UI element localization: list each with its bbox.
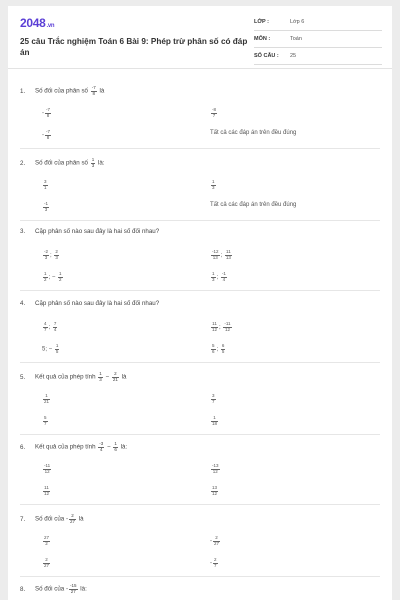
fraction xyxy=(43,416,48,426)
denominator: 2 xyxy=(59,276,62,282)
answer-option-4[interactable] xyxy=(210,202,296,208)
denominator: 3 xyxy=(55,254,58,260)
numerator: -1 xyxy=(44,201,49,206)
question-divider xyxy=(20,576,380,577)
numerator: -2 xyxy=(44,249,49,254)
fraction xyxy=(43,536,50,546)
denominator: 7 xyxy=(214,562,217,568)
denominator: 2 xyxy=(44,276,47,282)
minus-sign: - xyxy=(65,515,69,523)
answer-option-3[interactable] xyxy=(42,344,60,354)
numerator: -8 xyxy=(212,107,217,112)
numerator: -15 xyxy=(70,583,77,588)
answer-option-4[interactable] xyxy=(210,416,219,426)
fraction xyxy=(43,202,49,212)
numerator: -7 xyxy=(91,85,96,90)
fraction xyxy=(221,344,226,354)
fraction xyxy=(58,272,63,282)
denominator: 7 xyxy=(212,112,216,118)
denominator: 12 xyxy=(44,468,50,474)
fraction xyxy=(53,322,58,332)
fraction xyxy=(211,464,220,474)
fraction xyxy=(43,250,49,260)
denominator: 5 xyxy=(221,348,225,354)
question-number: 1. xyxy=(20,87,26,95)
question-prompt: Số đối của xyxy=(35,515,66,523)
numerator: -1 xyxy=(221,271,226,276)
separator: ; xyxy=(216,346,220,353)
answer-option-1[interactable] xyxy=(42,536,51,546)
fraction xyxy=(211,108,217,118)
question-divider xyxy=(20,220,380,221)
answer-option-1[interactable] xyxy=(42,108,52,118)
denominator: 7 xyxy=(44,420,47,426)
fraction xyxy=(43,464,51,474)
numerator: 2 xyxy=(55,249,58,254)
numerator: 4 xyxy=(44,321,47,326)
minus-sign: − xyxy=(103,373,111,381)
fraction xyxy=(213,536,220,546)
question-number: 5. xyxy=(20,373,26,381)
separator: ; xyxy=(50,252,54,259)
denominator: 8 xyxy=(46,112,50,118)
answer-option-4[interactable] xyxy=(210,130,296,136)
answer-option-4[interactable] xyxy=(210,272,228,282)
denominator: 21 xyxy=(112,376,118,382)
numerator: 1 xyxy=(99,371,102,376)
question-divider xyxy=(20,290,380,291)
answer-option-3[interactable] xyxy=(42,272,64,282)
numerator: 1 xyxy=(44,271,47,276)
minus-sign: − xyxy=(105,443,113,451)
fraction xyxy=(43,180,48,190)
page-header xyxy=(8,6,392,69)
fraction xyxy=(211,394,216,404)
question-prompt: Cặp phân số nào sau đây là hai số đối nhau? xyxy=(35,228,160,235)
answer-option-2[interactable] xyxy=(210,108,218,118)
separator: ; xyxy=(220,252,224,259)
denominator: 4 xyxy=(100,446,103,452)
minus-sign: - xyxy=(65,585,69,593)
question-number: 2. xyxy=(20,159,26,167)
answer-option-2[interactable] xyxy=(210,322,233,332)
numerator: 3 xyxy=(212,393,215,398)
denominator: 27 xyxy=(70,588,76,594)
answer-option-2[interactable] xyxy=(210,394,217,404)
question-suffix: là xyxy=(77,515,84,523)
answer-option-3[interactable] xyxy=(42,558,51,568)
minus-sign: - xyxy=(42,110,44,117)
numerator: 13 xyxy=(212,485,218,490)
minus-sign: - xyxy=(210,538,212,545)
page-title: 25 câu Trắc nghiệm Toán 6 Bài 9: Phép trừ phân số có đáp án xyxy=(20,37,248,57)
question-suffix: là: xyxy=(96,159,105,167)
denominator: 3 xyxy=(99,376,102,382)
question-divider xyxy=(20,504,380,505)
question-text xyxy=(20,442,127,452)
denominator: 2 xyxy=(45,540,48,546)
numerator: 11 xyxy=(212,321,217,326)
answer-option-4[interactable] xyxy=(210,558,219,568)
question-text xyxy=(20,372,126,382)
fraction xyxy=(55,344,60,354)
meta-subject: MÔN : Toán xyxy=(254,31,382,48)
denominator: 7 xyxy=(44,326,47,332)
option-lead: 5; xyxy=(42,346,49,353)
numerator: 2 xyxy=(43,558,50,564)
question-text xyxy=(20,228,159,235)
fraction xyxy=(112,372,119,382)
fraction xyxy=(91,86,97,96)
fraction xyxy=(43,272,48,282)
denominator: 13 xyxy=(225,254,231,260)
meta-question-count: SỐ CÂU : 25 xyxy=(254,48,382,65)
fraction xyxy=(213,558,218,568)
numerator: 1 xyxy=(59,271,62,276)
question-text xyxy=(20,86,104,96)
question-number: 8. xyxy=(20,585,26,593)
fraction xyxy=(45,108,51,118)
meta-info xyxy=(254,14,382,65)
question-suffix: là: xyxy=(118,443,128,451)
denominator: 5 xyxy=(55,348,59,354)
denominator: 12 xyxy=(224,326,230,332)
meta-grade: LỚP : Lớp 6 xyxy=(254,14,382,31)
denominator: 7 xyxy=(212,398,215,404)
question-prompt: Kết quả của phép tính xyxy=(35,373,98,381)
fraction xyxy=(211,180,216,190)
question-number: 6. xyxy=(20,443,26,451)
numerator: 6 xyxy=(221,343,225,348)
fraction xyxy=(98,372,103,382)
fraction xyxy=(211,416,218,426)
answer-option-1[interactable] xyxy=(42,464,52,474)
question-number: 7. xyxy=(20,515,26,523)
question-prompt: Số đối của xyxy=(35,585,66,593)
numerator: 11 xyxy=(44,485,49,490)
answer-option-3[interactable] xyxy=(42,416,49,426)
numerator: 1 xyxy=(212,271,215,276)
question-prompt: Kết quả của phép tính xyxy=(35,443,98,451)
denominator: 6 xyxy=(114,446,117,452)
fraction xyxy=(211,344,216,354)
denominator: 3 xyxy=(44,206,48,212)
fraction xyxy=(43,322,48,332)
fraction xyxy=(43,394,50,404)
denominator: 12 xyxy=(212,490,218,496)
numerator: -7 xyxy=(46,129,51,134)
answer-option-1[interactable] xyxy=(42,250,60,260)
minus-sign: - xyxy=(210,560,212,567)
numerator: 3 xyxy=(44,179,47,184)
fraction xyxy=(223,322,231,332)
denominator: 12 xyxy=(212,468,218,474)
answer-option-3[interactable] xyxy=(42,130,52,140)
fraction xyxy=(98,442,104,452)
denominator: 3 xyxy=(212,184,215,190)
answer-option-3[interactable] xyxy=(42,486,51,496)
question-suffix: là xyxy=(119,373,127,381)
denominator: 3 xyxy=(212,276,215,282)
question-divider xyxy=(20,362,380,363)
fraction xyxy=(54,250,59,260)
denominator: 3 xyxy=(44,254,48,260)
numerator: -12 xyxy=(212,249,219,254)
denominator: 8 xyxy=(92,90,95,96)
numerator: 27 xyxy=(44,535,50,540)
separator: ; xyxy=(216,274,220,281)
answer-option-4[interactable] xyxy=(210,486,219,496)
worksheet-page xyxy=(8,6,392,600)
answer-option-4[interactable] xyxy=(210,344,226,354)
denominator: 27 xyxy=(70,518,76,524)
denominator: 8 xyxy=(46,134,50,140)
numerator: 7 xyxy=(53,321,57,326)
option-text: Tất cả các đáp án trên đều đúng xyxy=(210,130,297,136)
answer-option-2[interactable] xyxy=(210,250,233,260)
denominator: 1 xyxy=(44,184,47,190)
fraction xyxy=(211,322,218,332)
question-number: 3. xyxy=(20,228,26,235)
denominator: 3 xyxy=(91,162,95,168)
answer-option-2[interactable] xyxy=(210,464,221,474)
denominator: 27 xyxy=(44,562,50,568)
question-prompt: Cặp phân số nào sau đây là hai số đối nhau? xyxy=(35,300,160,307)
question-suffix: là xyxy=(97,87,105,95)
separator: ; xyxy=(219,324,223,331)
fraction xyxy=(69,514,76,524)
question-text xyxy=(20,514,84,524)
answer-option-3[interactable] xyxy=(42,202,50,212)
numerator: 2 xyxy=(112,372,119,378)
fraction xyxy=(211,250,220,260)
fraction xyxy=(43,486,50,496)
answer-option-1[interactable] xyxy=(42,394,51,404)
fraction xyxy=(45,130,51,140)
denominator: 4 xyxy=(222,276,226,282)
numerator: 1 xyxy=(211,416,218,422)
numerator: 1 xyxy=(43,394,50,400)
numerator: 2 xyxy=(214,557,217,562)
fraction xyxy=(43,558,50,568)
numerator: -11 xyxy=(44,463,51,468)
separator: ; xyxy=(48,324,52,331)
numerator: -7 xyxy=(46,107,51,112)
denominator: 12 xyxy=(212,326,218,332)
question-suffix: là: xyxy=(78,585,87,593)
minus-sign: - xyxy=(42,132,44,139)
question-divider xyxy=(20,434,380,435)
question-text xyxy=(20,300,159,307)
numerator: 5 xyxy=(44,415,47,420)
fraction xyxy=(91,158,96,168)
numerator: 2 xyxy=(69,514,76,520)
question-number: 4. xyxy=(20,300,26,307)
fraction xyxy=(69,584,78,594)
denominator: 13 xyxy=(212,254,218,260)
answer-option-1[interactable] xyxy=(42,322,58,332)
numerator: 1 xyxy=(91,157,95,162)
numerator: 5 xyxy=(212,343,215,348)
denominator: 4 xyxy=(53,326,57,332)
fraction xyxy=(113,442,118,452)
fraction xyxy=(211,272,216,282)
question-prompt: Số đối của phân số xyxy=(35,159,90,167)
numerator: -11 xyxy=(224,321,231,326)
numerator: 1 xyxy=(114,441,117,446)
denominator: 12 xyxy=(44,490,50,496)
fraction xyxy=(225,250,232,260)
denominator: 6 xyxy=(212,348,215,354)
denominator: 27 xyxy=(214,540,220,546)
option-text: Tất cả các đáp án trên đều đúng xyxy=(210,202,297,208)
fraction xyxy=(221,272,227,282)
numerator: 1 xyxy=(55,343,59,348)
separator: ; − xyxy=(48,274,58,281)
numerator: 1 xyxy=(212,179,215,184)
numerator: 2 xyxy=(213,536,220,542)
answer-option-2[interactable] xyxy=(210,180,217,190)
minus-sign: − xyxy=(48,346,54,353)
question-text xyxy=(20,584,87,594)
question-prompt: Số đối của phân số xyxy=(35,87,90,95)
numerator: -13 xyxy=(212,463,219,468)
numerator: -3 xyxy=(99,441,104,446)
site-logo[interactable]: 2048.vn xyxy=(20,16,55,30)
denominator: 18 xyxy=(212,420,218,426)
answer-option-2[interactable] xyxy=(210,536,221,546)
question-divider xyxy=(20,148,380,149)
fraction xyxy=(211,486,218,496)
question-text xyxy=(20,158,104,168)
numerator: 11 xyxy=(226,249,231,254)
denominator: 21 xyxy=(44,398,50,404)
answer-option-1[interactable] xyxy=(42,180,49,190)
